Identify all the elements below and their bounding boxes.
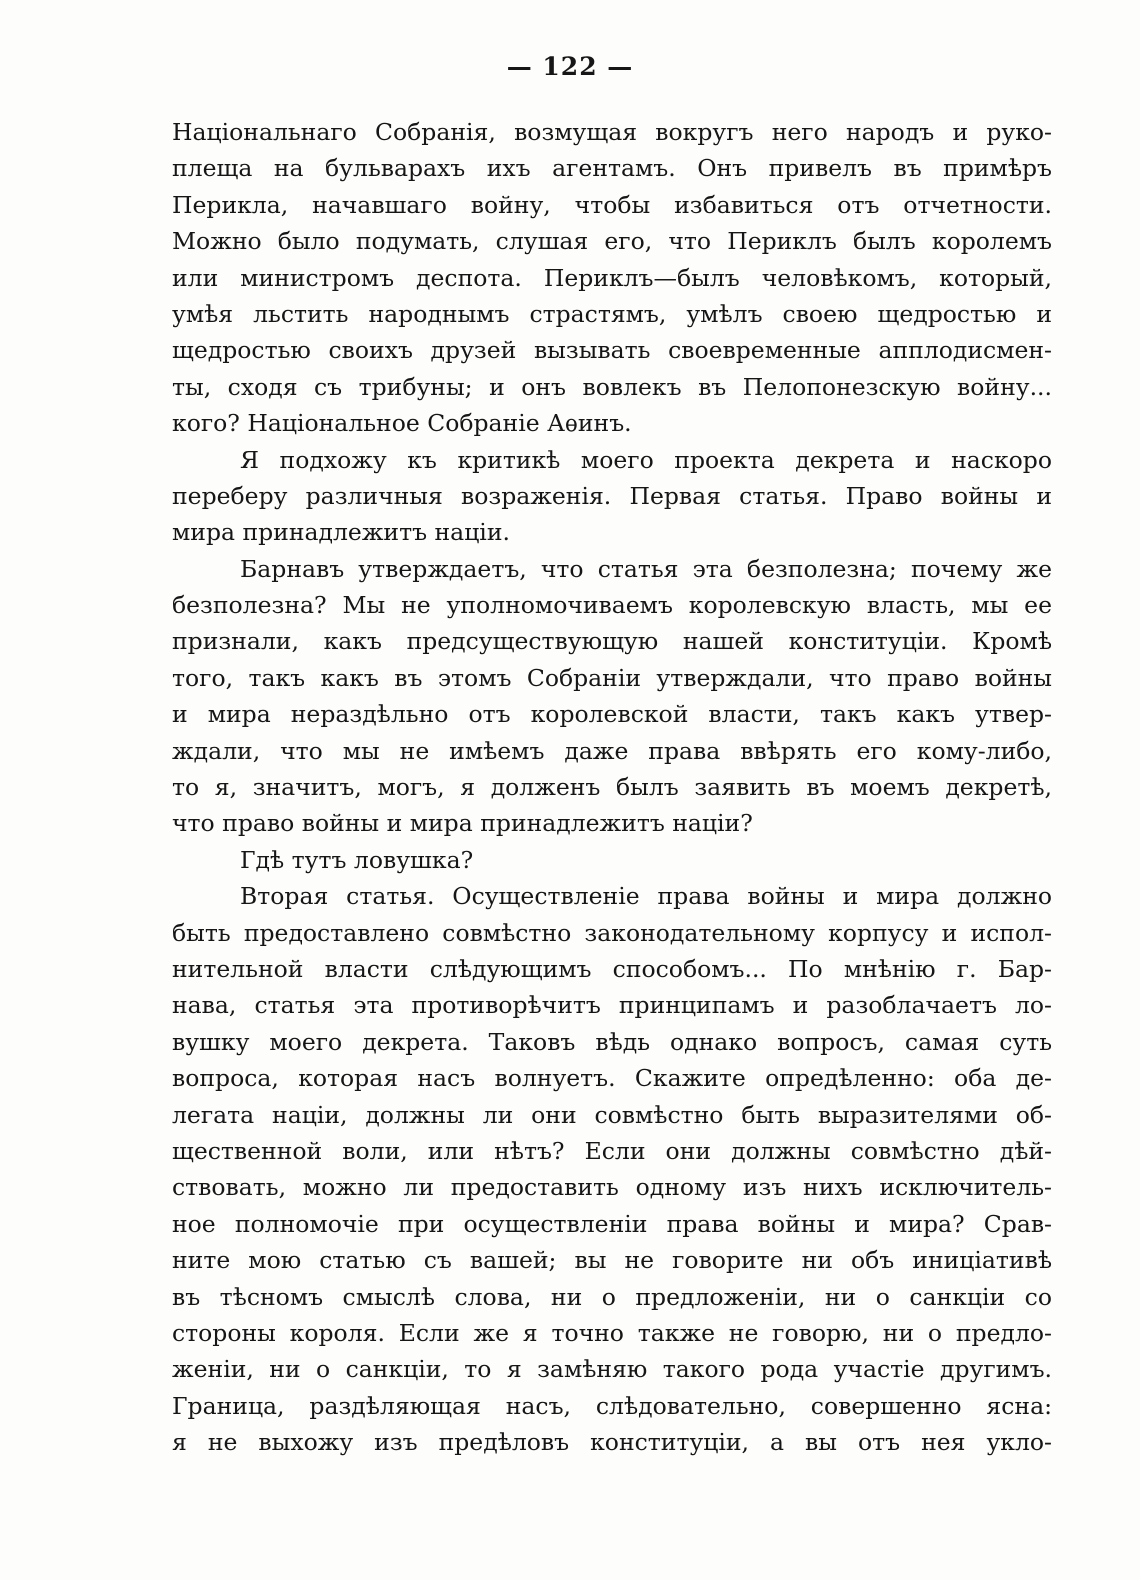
text-line: Перикла, начавшаго войну, чтобы избавиться отъ отчетности.: [172, 190, 1052, 219]
text-line: безполезна? Мы не уполномочиваемъ королевскую власть, мы ее: [172, 591, 1052, 620]
text-line: въ тѣсномъ смыслѣ слова, ни о предложеніи, ни о санкціи со: [172, 1282, 1052, 1311]
text-line: женіи, ни о санкціи, то я замѣняю такого рода участіе другимъ.: [172, 1355, 1052, 1384]
text-line: ждали, что мы не имѣемъ даже права ввѣрять его кому-либо,: [172, 736, 1052, 765]
text-line: Можно было подумать, слушая его, что Периклъ былъ королемъ: [172, 227, 1052, 256]
text-line: легата націи, должны ли они совмѣстно быть выразителями об-: [172, 1100, 1052, 1129]
text-line: ните мою статью съ вашей; вы не говорите ни объ иниціативѣ: [172, 1246, 1052, 1275]
text-line: вушку моего декрета. Таковъ вѣдь однако вопросъ, самая суть: [172, 1027, 1052, 1056]
body-text: [172, 114, 1052, 1460]
text-line: ное полномочіе при осуществленіи права войны и мира? Срав-: [172, 1209, 1052, 1238]
page-number: — 122 —: [506, 52, 634, 81]
text-line: и мира нераздѣльно отъ королевской власти, такъ какъ утвер-: [172, 700, 1052, 729]
text-line: плеща на бульварахъ ихъ агентамъ. Онъ привелъ въ примѣръ: [172, 154, 1052, 183]
text-line: нава, статья эта противорѣчитъ принципамъ и разоблачаетъ ло-: [172, 991, 1052, 1020]
text-line: признали, какъ предсуществующую нашей конституціи. Кромѣ: [172, 627, 1052, 656]
text-line: ствовать, можно ли предоставить одному изъ нихъ исключитель-: [172, 1173, 1052, 1202]
text-line: или министромъ деспота. Периклъ—былъ человѣкомъ, который,: [172, 263, 1052, 292]
text-line: Національнаго Собранія, возмущая вокругъ него народъ и руко-: [172, 118, 1052, 146]
text-line: нительной власти слѣдующимъ способомъ... По мнѣнію г. Бар-: [172, 954, 1052, 983]
text-line: умѣя льстить народнымъ страстямъ, умѣлъ своею щедростью и: [172, 299, 1052, 328]
text-line: я не выхожу изъ предѣловъ конституціи, а вы отъ нея укло-: [172, 1428, 1052, 1457]
text-line: стороны короля. Если же я точно также не говорю, ни о предло-: [172, 1318, 1052, 1347]
paragraph-start: Гдѣ тутъ ловушка?: [240, 845, 474, 874]
text-line: переберу различныя возраженія. Первая статья. Право войны и: [172, 481, 1052, 510]
text-line: мира принадлежитъ націи.: [172, 518, 510, 547]
text-line: кого? Національное Собраніе Аѳинъ.: [172, 409, 632, 438]
text-line: того, такъ какъ въ этомъ Собраніи утверждали, что право войны: [172, 663, 1052, 692]
text-line: то я, значитъ, могъ, я долженъ былъ заявить въ моемъ декретѣ,: [172, 773, 1052, 802]
text-line: Граница, раздѣляющая насъ, слѣдовательно, совершенно ясна:: [172, 1391, 1052, 1420]
text-line: щественной воли, или нѣтъ? Если они должны совмѣстно дѣй-: [172, 1136, 1052, 1165]
paragraph-start: Барнавъ утверждаетъ, что статья эта безполезна; почему же: [240, 554, 1052, 583]
text-line: вопроса, которая насъ волнуетъ. Скажите опредѣленно: оба де-: [172, 1064, 1052, 1093]
text-line: что право войны и мира принадлежитъ націи?: [172, 809, 753, 838]
paragraph-start: Я подхожу къ критикѣ моего проекта декрета и наскоро: [240, 445, 1052, 474]
paragraph-start: Вторая статья. Осуществленіе права войны и мира должно: [240, 882, 1052, 911]
text-line: ты, сходя съ трибуны; и онъ вовлекъ въ Пелопонезскую войну...: [172, 372, 1052, 401]
text-line: щедростью своихъ друзей вызывать своевременные апплодисмен-: [172, 336, 1052, 365]
text-line: быть предоставлено совмѣстно законодательному корпусу и испол-: [172, 918, 1052, 947]
